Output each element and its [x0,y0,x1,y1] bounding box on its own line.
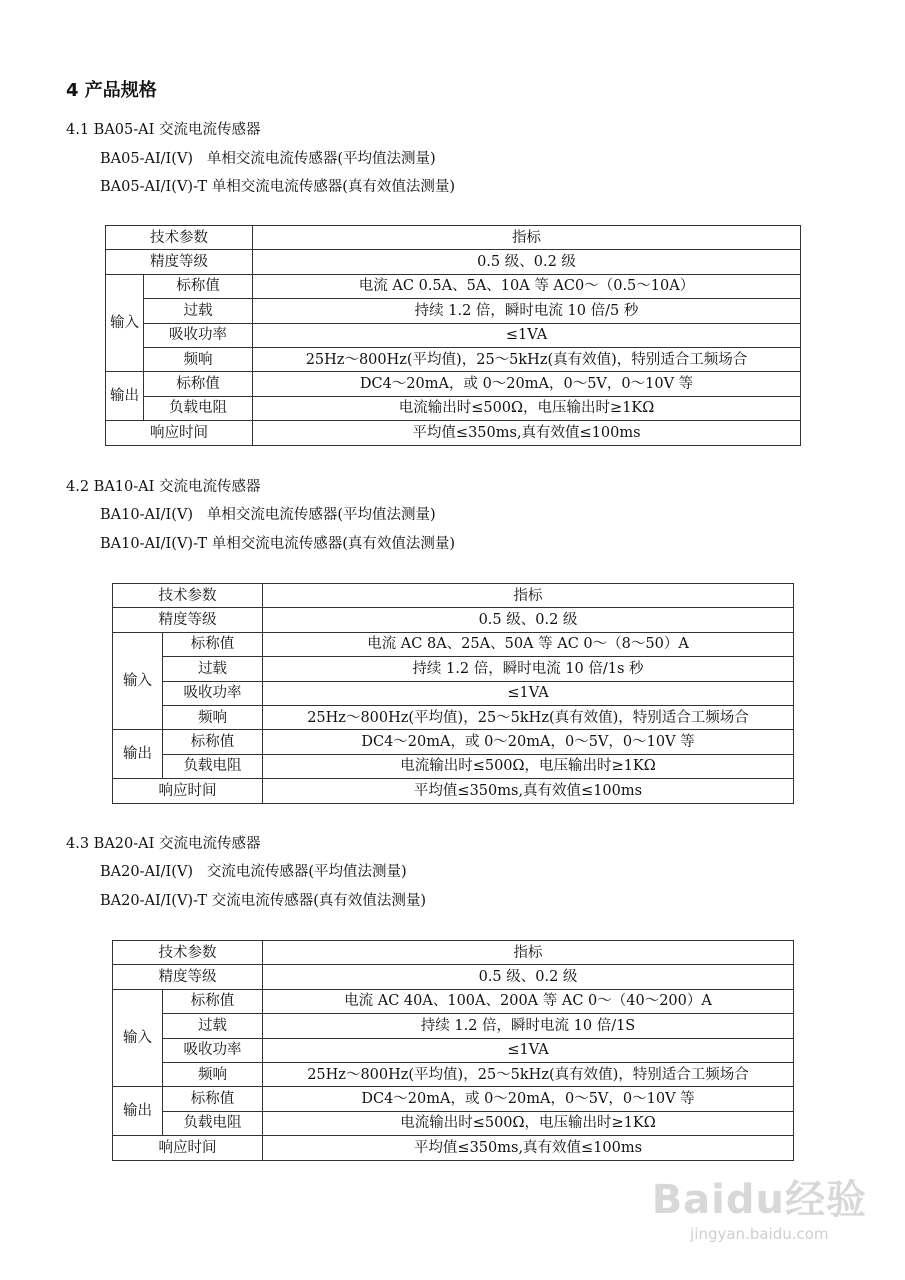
param-label: 过载 [163,657,263,681]
param-value: ≤1VA [253,323,801,347]
spec-table [112,940,794,1161]
table-row [113,754,794,778]
param-value: 电流输出时≤500Ω，电压输出时≥1KΩ [263,754,794,778]
param-label: 精度等级 [113,965,263,989]
header-spec: 指标 [253,226,801,250]
param-label: 吸收功率 [144,323,253,347]
table-row [106,323,801,347]
param-value: 平均值≤350ms,真有效值≤100ms [253,421,801,445]
table-row [113,1136,794,1160]
param-label: 过载 [144,299,253,323]
table-row [113,1062,794,1086]
param-value: 25Hz～800Hz(平均值)，25～5kHz(真有效值)，特别适合工频场合 [253,347,801,371]
param-value: DC4～20mA，或 0～20mA，0～5V，0～10V 等 [263,1087,794,1111]
group-label: 输出 [113,1087,163,1136]
section-title: 4.3 BA20-AI 交流电流传感器 [66,836,261,852]
table-row [113,965,794,989]
param-label: 标称值 [163,1087,263,1111]
baidu-watermark [652,1168,867,1243]
param-value: 0.5 级、0.2 级 [253,250,801,274]
param-label: 频响 [144,347,253,371]
table-header-row [106,226,801,250]
table-row [106,250,801,274]
table-header-row [113,941,794,965]
table-row [113,1087,794,1111]
param-label: 负载电阻 [163,1111,263,1135]
param-label: 精度等级 [106,250,253,274]
header-param: 技术参数 [113,941,263,965]
param-value: 持续 1.2 倍，瞬时电流 10 倍/1S [263,1014,794,1038]
table-row [106,274,801,298]
table-row [113,779,794,803]
param-label: 响应时间 [113,1136,263,1160]
param-value: 电流 AC 8A、25A、50A 等 AC 0～（8～50）A [263,632,794,656]
param-value: 电流 AC 0.5A、5A、10A 等 AC0～（0.5～10A） [253,274,801,298]
section-title: 4.1 BA05-AI 交流电流传感器 [66,122,261,138]
table-row [113,705,794,729]
param-label: 响应时间 [106,421,253,445]
param-value: 平均值≤350ms,真有效值≤100ms [263,779,794,803]
page-heading: 4 产品规格 [66,80,157,101]
group-label: 输出 [113,730,163,779]
param-label: 负载电阻 [144,396,253,420]
param-label: 响应时间 [113,779,263,803]
param-value: DC4～20mA，或 0～20mA，0～5V，0～10V 等 [263,730,794,754]
model-line: BA10-AI/I(V)-T 单相交流电流传感器(真有效值法测量) [100,536,456,552]
param-value: ≤1VA [263,1038,794,1062]
param-label: 吸收功率 [163,681,263,705]
param-label: 频响 [163,1062,263,1086]
param-value: 0.5 级、0.2 级 [263,965,794,989]
group-label: 输入 [113,989,163,1087]
header-spec: 指标 [263,941,794,965]
table-row [113,657,794,681]
table-row [113,1038,794,1062]
header-param: 技术参数 [113,584,263,608]
header-param: 技术参数 [106,226,253,250]
param-label: 标称值 [163,632,263,656]
param-value: 持续 1.2 倍，瞬时电流 10 倍/5 秒 [253,299,801,323]
model-line: BA10-AI/I(V) 单相交流电流传感器(平均值法测量) [100,507,436,523]
param-value: DC4～20mA，或 0～20mA，0～5V，0～10V 等 [253,372,801,396]
group-label: 输入 [106,274,144,372]
param-label: 标称值 [144,274,253,298]
param-label: 标称值 [144,372,253,396]
param-value: 电流输出时≤500Ω，电压输出时≥1KΩ [263,1111,794,1135]
table-row [106,396,801,420]
header-spec: 指标 [263,584,794,608]
spec-table [105,225,801,446]
table-header-row [113,584,794,608]
spec-table [112,583,794,804]
table-row [113,730,794,754]
param-label: 标称值 [163,989,263,1013]
model-line: BA05-AI/I(V)-T 单相交流电流传感器(真有效值法测量) [100,179,456,195]
model-line: BA20-AI/I(V)-T 交流电流传感器(真有效值法测量) [100,893,427,909]
watermark-logo: Baidu经验 [651,1177,867,1223]
group-label: 输出 [106,372,144,421]
table-row [106,372,801,396]
param-value: 平均值≤350ms,真有效值≤100ms [263,1136,794,1160]
param-value: 25Hz～800Hz(平均值)，25～5kHz(真有效值)，特别适合工频场合 [263,705,794,729]
group-label: 输入 [113,632,163,730]
param-label: 负载电阻 [163,754,263,778]
param-label: 过载 [163,1014,263,1038]
param-value: 持续 1.2 倍，瞬时电流 10 倍/1s 秒 [263,657,794,681]
table-row [106,421,801,445]
param-value: 0.5 级、0.2 级 [263,608,794,632]
table-row [106,299,801,323]
param-label: 精度等级 [113,608,263,632]
param-value: 25Hz～800Hz(平均值)，25～5kHz(真有效值)，特别适合工频场合 [263,1062,794,1086]
watermark-url: jingyan.baidu.com [690,1225,829,1243]
table-row [113,989,794,1013]
model-line: BA20-AI/I(V) 交流电流传感器(平均值法测量) [100,864,407,880]
table-row [113,632,794,656]
table-row [113,1111,794,1135]
model-line: BA05-AI/I(V) 单相交流电流传感器(平均值法测量) [100,151,436,167]
table-row [106,347,801,371]
table-row [113,1014,794,1038]
param-value: 电流输出时≤500Ω，电压输出时≥1KΩ [253,396,801,420]
param-value: ≤1VA [263,681,794,705]
param-label: 标称值 [163,730,263,754]
section-title: 4.2 BA10-AI 交流电流传感器 [66,479,261,495]
param-value: 电流 AC 40A、100A、200A 等 AC 0～（40～200）A [263,989,794,1013]
table-row [113,681,794,705]
param-label: 吸收功率 [163,1038,263,1062]
param-label: 频响 [163,705,263,729]
table-row [113,608,794,632]
